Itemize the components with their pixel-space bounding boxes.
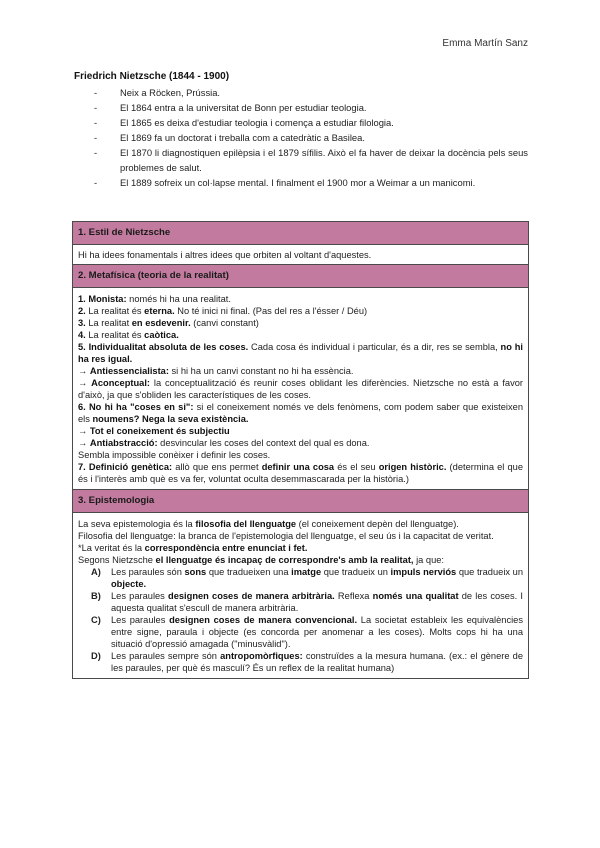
section-header-style: 1. Estil de Nietzsche xyxy=(73,222,528,245)
section-body-style: Hi ha idees fonamentals i altres idees que orbiten al voltant d'aquestes. xyxy=(73,245,528,264)
dash-bullet-icon: - xyxy=(94,102,98,113)
section-body-epistemology xyxy=(73,513,528,678)
bio-item: - El 1864 entra a la universitat de Bonn per estudiar teologia. xyxy=(94,102,367,113)
epist-p3: *La veritat és la correspondència entre enunciat i fet. xyxy=(78,543,308,553)
point-subjective: → Tot el coneixement és subjectiu xyxy=(78,426,230,436)
point-2: 2. La realitat és eterna. No té inici ni final. (Pas del res a l'ésser / Déu) xyxy=(78,306,368,316)
section-body-metaphysics xyxy=(73,288,528,489)
epist-p1: La seva epistemologia és la filosofia del llenguatge (el coneixement depèn del llenguatge). xyxy=(78,519,459,529)
section-header-metaphysics: 2. Metafísica (teoria de la realitat) xyxy=(73,264,528,288)
bio-item: - El 1870 li diagnostiquen epilèpsia i el 1879 sífilis. Això el fa haver de deixar la docència pels seus problemes de salut. xyxy=(94,147,528,173)
point-aconceptual: → Aconceptual: la conceptualització és reunir coses oblidant les diferències. Nietzsche no està a favor d'això, ja que s'obliden les característiques de les coses. xyxy=(78,378,523,400)
point-antiessentialist: → Antiessencialista: si hi ha un canvi constant no hi ha essència. xyxy=(78,366,354,376)
arrow-icon: → xyxy=(78,426,90,436)
bio-item: - El 1865 es deixa d'estudiar teologia i comença a estudiar filologia. xyxy=(94,117,394,128)
reason-d: D) Les paraules sempre són antropomòrfiques: construïdes a la mesura humana. (ex.: el gènere de les paraules, per què és masculí? És un reflex de la realitat humana) xyxy=(91,651,523,673)
dash-bullet-icon: - xyxy=(94,147,98,158)
arrow-icon: → xyxy=(78,366,90,376)
reasons-list xyxy=(78,566,523,674)
reason-c: C) Les paraules designen coses de manera convencional. La societat estableix les equivalències entre signe, paraula i objecte (es concorda per anomenar a les coses). Molts cops hi ha una situació d'opressió amagada ("minusvàlid"). xyxy=(91,615,523,649)
point-3: 3. La realitat en esdevenir. (canvi constant) xyxy=(78,318,259,328)
section-header-epistemology: 3. Epistemologia xyxy=(73,489,528,513)
dash-bullet-icon: - xyxy=(94,177,98,188)
reason-b: B) Les paraules designen coses de manera arbitrària. Reflexa només una qualitat de les coses. I aquesta qualitat s'escull de manera arbitrària. xyxy=(91,591,523,613)
biography-list xyxy=(74,85,528,190)
point-6: 6. No hi ha "coses en si": si el coneixement només ve dels fenòmens, com podem saber que existeixen els noumens? Nega la seva existència. xyxy=(78,402,523,424)
point-impossible: Sembla impossible conèixer i definir les coses. xyxy=(78,450,271,460)
epist-p2: Filosofia del llenguatge: la branca de l'epistemologia del llenguatge, el seu ús i la capacitat de veritat. xyxy=(78,531,494,541)
arrow-icon: → xyxy=(78,438,90,448)
epist-p4: Segons Nietzsche el llenguatge és incapaç de correspondre's amb la realitat, ja que: xyxy=(78,555,445,565)
bio-item: - Neix a Röcken, Prússia. xyxy=(94,87,221,98)
bio-item: - El 1869 fa un doctorat i treballa com a catedràtic a Basilea. xyxy=(94,132,365,143)
notes-table xyxy=(72,221,529,679)
arrow-icon: → xyxy=(78,378,92,388)
dash-bullet-icon: - xyxy=(94,117,98,128)
dash-bullet-icon: - xyxy=(94,87,98,98)
point-4: 4. La realitat és caòtica. xyxy=(78,330,179,340)
point-1: 1. Monista: només hi ha una realitat. xyxy=(78,294,231,304)
biography-title: Friedrich Nietzsche (1844 - 1900) xyxy=(74,71,230,82)
bio-item: - El 1889 sofreix un col·lapse mental. I finalment el 1900 mor a Weimar a un manicomi. xyxy=(94,177,476,188)
point-7: 7. Definició genètica: allò que ens permet definir una cosa és el seu origen històric. (determina el que és i l'interès amb què es va fer, voluntat oculta desemmascarada per la història.) xyxy=(78,462,524,484)
author-name: Emma Martín Sanz xyxy=(442,38,528,49)
point-antiabstraction: → Antiabstracció: desvincular les coses del context del qual es dona. xyxy=(78,438,370,448)
dash-bullet-icon: - xyxy=(94,132,98,143)
reason-a: A) Les paraules són sons que tradueixen una imatge que tradueix un impuls nerviós que tradueix un objecte. xyxy=(91,567,523,589)
point-5: 5. Individualitat absoluta de les coses. Cada cosa és individual i particular, és a dir, res se sembla, no hi ha res igual. xyxy=(78,342,524,364)
